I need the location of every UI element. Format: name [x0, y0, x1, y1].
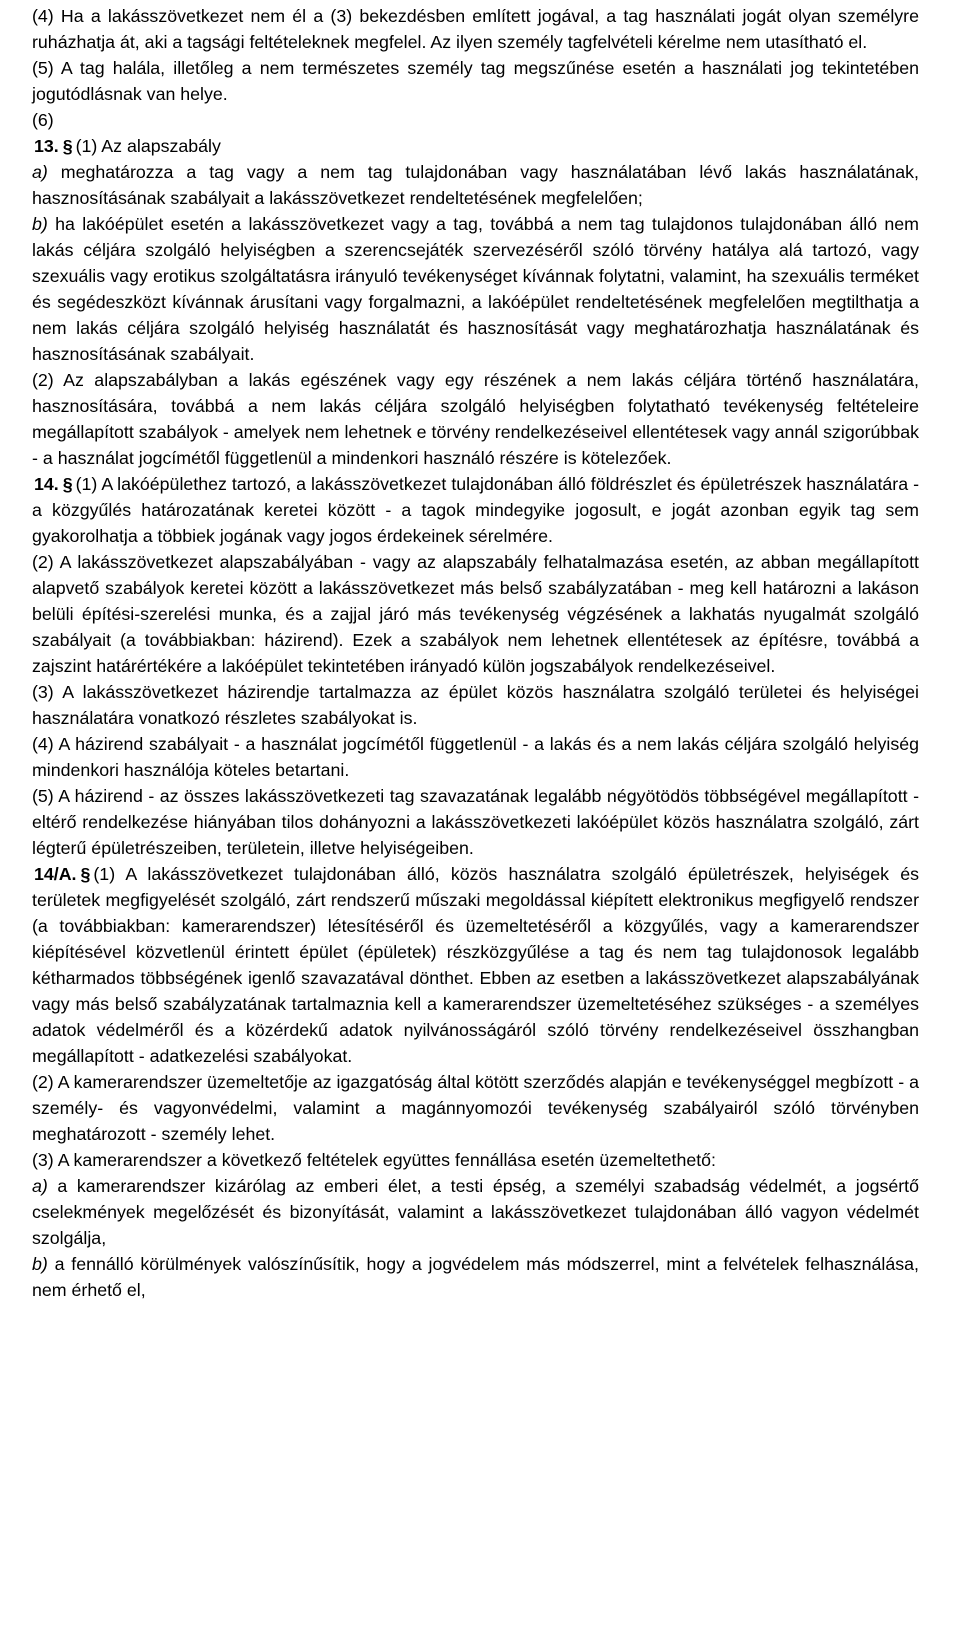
paragraph: (2) Az alapszabályban a lakás egészének vagy egy részének a nem lakás céljára történő használatára, hasznosítására, továbbá a nem lakás céljára szolgáló helyiségben folytatható tevékenység feltételeire megállapított szabályok - amelyek nem lehetnek e törvény rendelkezéseivel ellentétesek vagy annál szigorúbbak - a használat jogcímétől függetlenül a mindenkori használó részére is kötelezőek.	[32, 370, 919, 468]
paragraph: (5) A házirend - az összes lakásszövetkezeti tag szavazatának legalább négyötödös többségével megállapított - eltérő rendelkezése hiányában tilos dohányozni a lakásszövetkezeti lakóépület közös használatra szolgáló, zárt légterű épületrészeiben, területein, illetve helyiségeiben.	[32, 786, 919, 858]
section-text: (1) A lakásszövetkezet tulajdonában álló, közös használatra szolgáló épületrészek, helyiségek és területek megfigyelését szolgáló, zárt rendszerű műszaki megoldással kiépített elektronikus megfigyelő rendszer (a továbbiakban: kamerarendszer) létesítéséről és üzemeltetéséről a közgyűlés, vagy a kamerarendszer kiépítésével közvetlenül érintett épület (épületek) részközgyűlése a tag és nem tag tulajdonosok legalább kétharmados többségének igenlő szavazatával dönthet. Ebben az esetben a lakásszövetkezet alapszabályának vagy más belső szabályzatának tartalmaznia kell a kamerarendszer üzemeltetéséhez szükséges - a személyes adatok védelméről és a közérdekű adatok nyilvánosságáról szóló törvény rendelkezéseivel összhangban megállapított - adatkezelési szabályokat.	[32, 864, 919, 1066]
point-paragraph	[32, 159, 919, 211]
section-text: (1) A lakóépülethez tartozó, a lakásszövetkezet tulajdonában álló földrészlet és épületrészek használatára - a közgyűlés határozatának keretei között - a tagok mindegyike jogosult, e jogát azonban egyik tag sem gyakorolhatja a többiek jogának vagy jogos érdekeinek sérelmére.	[32, 474, 919, 546]
paragraph: (4) Ha a lakásszövetkezet nem él a (3) bekezdésben említett jogával, a tag használati jogát olyan személyre ruházhatja át, aki a tagsági feltételeknek megfelel. Az ilyen személy tagfelvételi kérelme nem utasítható el.	[32, 6, 919, 52]
point-letter: b)	[32, 214, 48, 234]
section-paragraph	[32, 861, 919, 1069]
point-paragraph	[32, 211, 919, 367]
section-number: 14/A.	[34, 864, 77, 884]
paragraph: (5) A tag halála, illetőleg a nem természetes személy tag megszűnése esetén a használati jog tekintetében jogutódlásnak van helye.	[32, 58, 919, 104]
section-symbol: §	[62, 474, 73, 494]
section-paragraph	[32, 471, 919, 549]
section-number: 14.	[34, 474, 59, 494]
point-letter: a)	[32, 162, 48, 182]
paragraph: (4) A házirend szabályait - a használat jogcímétől függetlenül - a lakás és a nem lakás céljára szolgáló helyiség mindenkori használója köteles betartani.	[32, 734, 919, 780]
paragraph: (2) A kamerarendszer üzemeltetője az igazgatóság által kötött szerződés alapján e tevékenységgel megbízott - a személy- és vagyonvédelmi, valamint a magánnyomozói tevékenység szabályairól szóló törvényben meghatározott - személy lehet.	[32, 1072, 919, 1144]
section-symbol: §	[62, 136, 73, 156]
point-text: a kamerarendszer kizárólag az emberi élet, a testi épség, a személyi szabadság védelmét, a jogsértő cselekmények megelőzését és bizonyítását, valamint a lakásszövetkezet tulajdonában álló vagyon védelmét szolgálja,	[32, 1176, 919, 1248]
section-symbol: §	[80, 864, 91, 884]
point-text: a fennálló körülmények valószínűsítik, hogy a jogvédelem más módszerrel, mint a felvételek felhasználása, nem érhető el,	[32, 1254, 919, 1300]
point-text: ha lakóépület esetén a lakásszövetkezet vagy a tag, továbbá a nem tag tulajdonos tulajdonában álló nem lakás céljára szolgáló helyiségben a szerencsejáték szervezéséről szóló törvény hatálya alá tartozó, vagy szexuális vagy erotikus szolgáltatásra irányuló tevékenységet kívánnak folytatni, valamint, ha szexuális terméket és segédeszközt kívánnak árusítani vagy forgalmazni, a lakóépület rendeltetésének megfelelően megtilthatja a nem lakás céljára szolgáló helyiség használatát és hasznosítását vagy meghatározhatja használatának és hasznosításának szabályait.	[32, 214, 919, 364]
section-text: (1) Az alapszabály	[75, 136, 221, 156]
paragraph: (3) A lakásszövetkezet házirendje tartalmazza az épület közös használatra szolgáló területei és helyiségei használatára vonatkozó részletes szabályokat is.	[32, 682, 919, 728]
point-text: meghatározza a tag vagy a nem tag tulajdonában vagy használatában lévő lakás használatának, hasznosításának szabályait a lakásszövetkezet rendeltetésének megfelelően;	[32, 162, 919, 208]
document-body	[32, 3, 919, 1303]
point-paragraph	[32, 1251, 919, 1303]
paragraph: (6)	[32, 110, 54, 130]
point-letter: a)	[32, 1176, 48, 1196]
section-paragraph	[32, 133, 919, 159]
paragraph: (3) A kamerarendszer a következő feltételek együttes fennállása esetén üzemeltethető:	[32, 1150, 716, 1170]
point-letter: b)	[32, 1254, 48, 1274]
section-number: 13.	[34, 136, 59, 156]
paragraph: (2) A lakásszövetkezet alapszabályában - vagy az alapszabály felhatalmazása esetén, az abban megállapított alapvető szabályok keretei között a lakásszövetkezet más belső szabályzatában - meg kell határozni a lakáson belüli építési-szerelési munka, és a zajjal járó más tevékenység végzésének a lakhatás nyugalmát szolgáló szabályait (a továbbiakban: házirend). Ezek a szabályok nem lehetnek ellentétesek az építésre, továbbá a zajszint határértékére a lakóépület tekintetében irányadó külön jogszabályok rendelkezéseivel.	[32, 552, 919, 676]
point-paragraph	[32, 1173, 919, 1251]
